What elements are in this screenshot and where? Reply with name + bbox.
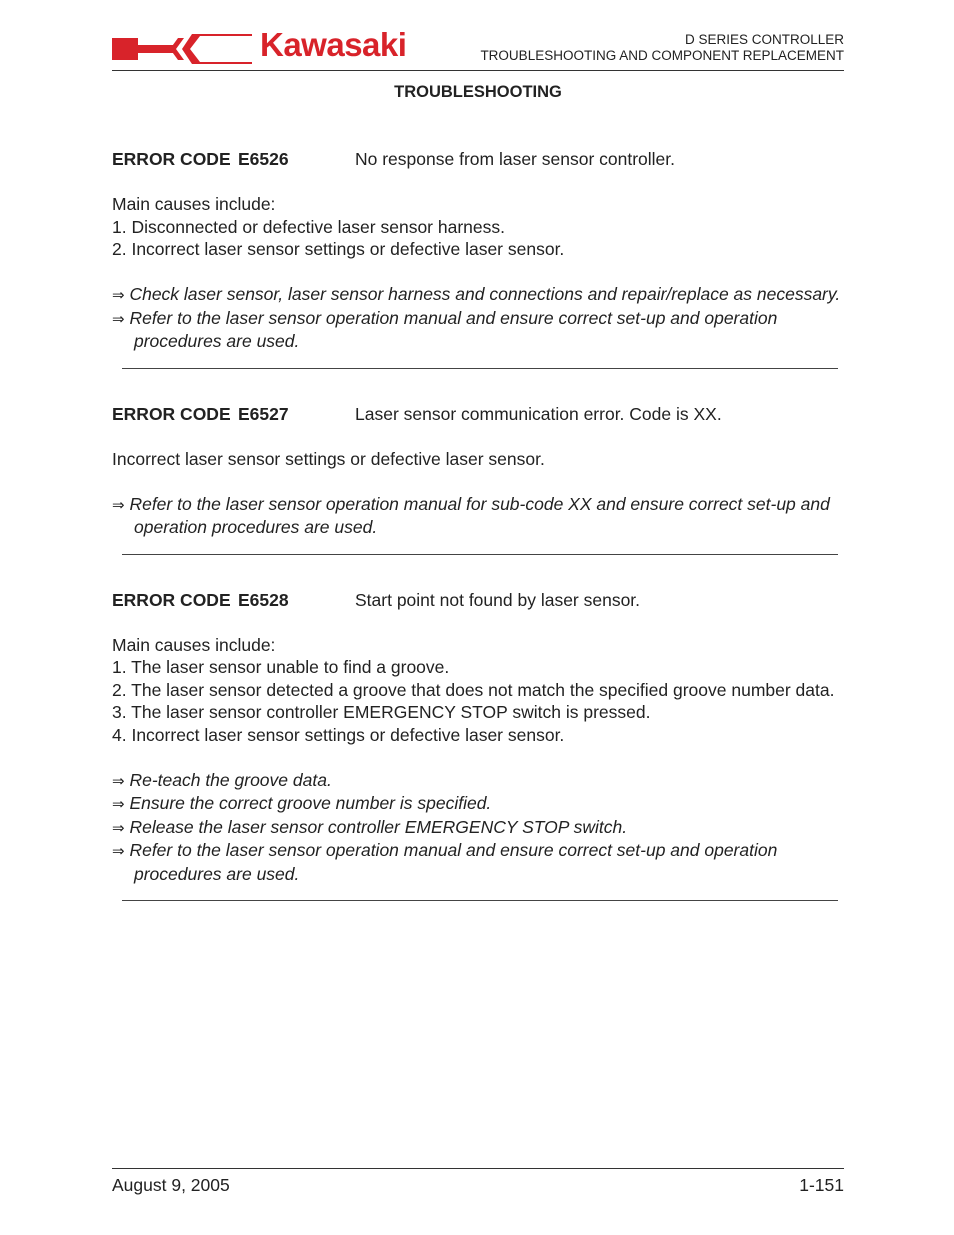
action-item	[112, 839, 847, 885]
error-section-e6527	[112, 403, 847, 555]
action-item	[112, 307, 847, 353]
action-text: Refer to the laser sensor operation manual for sub-code XX and ensure correct set-up and operation procedures are used.	[129, 493, 830, 537]
cause-item: 1. Disconnected or defective laser sensor harness.	[112, 216, 505, 237]
document-body	[112, 148, 847, 901]
cause-item: 2. Incorrect laser sensor settings or defective laser sensor.	[112, 239, 565, 259]
action-item	[112, 493, 847, 539]
action-text: Ensure the correct groove number is specified.	[129, 793, 492, 813]
header-series: D SERIES CONTROLLER	[684, 32, 844, 47]
action-text: Check laser sensor, laser sensor harness and connections and repair/replace as necessary.	[129, 284, 841, 304]
error-section-e6526	[112, 148, 847, 369]
page-number: 1-151	[799, 1175, 844, 1195]
arrow-icon: ⇒	[112, 842, 125, 860]
cause-item: 4. Incorrect laser sensor settings or defective laser sensor.	[112, 724, 565, 745]
action-item	[112, 816, 847, 840]
section-divider	[122, 900, 838, 901]
error-code: E6527	[238, 403, 289, 424]
error-section-e6528	[112, 589, 847, 902]
error-description: Laser sensor communication error. Code is XX.	[355, 403, 722, 424]
logo-wordmark: Kawasaki	[260, 26, 407, 63]
error-heading	[112, 148, 847, 171]
error-description: Start point not found by laser sensor.	[355, 589, 641, 610]
action-text: Re-teach the groove data.	[129, 769, 332, 790]
error-description: No response from laser sensor controller.	[355, 149, 675, 169]
action-item	[112, 769, 847, 793]
cause-item: 1. The laser sensor unable to find a groove.	[112, 657, 450, 677]
page-title: TROUBLESHOOTING	[394, 83, 562, 101]
document-header	[480, 32, 844, 64]
error-code-label: ERROR CODE	[112, 149, 231, 169]
error-code-label: ERROR CODE	[112, 403, 231, 424]
action-item	[112, 792, 847, 816]
arrow-icon: ⇒	[112, 818, 125, 837]
arrow-icon: ⇒	[112, 795, 125, 813]
kawasaki-logo	[112, 26, 407, 64]
action-item	[112, 283, 847, 307]
error-heading	[112, 403, 847, 426]
arrow-icon: ⇒	[112, 286, 125, 304]
cause-item: 2. The laser sensor detected a groove that does not match the specified groove number data.	[112, 679, 835, 700]
header-chapter: TROUBLESHOOTING AND COMPONENT REPLACEMENT	[480, 48, 844, 63]
footer-divider	[112, 1168, 844, 1169]
arrow-icon: ⇒	[112, 771, 125, 790]
action-text: Refer to the laser sensor operation manual and ensure correct set-up and operation procedures are used.	[129, 840, 778, 884]
error-code: E6528	[238, 589, 289, 610]
causes-intro: Main causes include:	[112, 194, 276, 214]
causes-intro: Main causes include:	[112, 634, 276, 655]
error-code-label: ERROR CODE	[112, 589, 231, 610]
arrow-icon: ⇒	[112, 309, 125, 328]
causes-intro: Incorrect laser sensor settings or defective laser sensor.	[112, 448, 545, 469]
error-heading	[112, 589, 847, 612]
arrow-icon: ⇒	[112, 495, 125, 514]
kawasaki-emblem-icon	[112, 32, 252, 66]
footer-date: August 9, 2005	[112, 1175, 230, 1195]
header-divider	[112, 70, 844, 71]
action-text: Refer to the laser sensor operation manual and ensure correct set-up and operation procedures are used.	[129, 307, 778, 351]
action-text: Release the laser sensor controller EMERGENCY STOP switch.	[129, 816, 628, 837]
cause-item: 3. The laser sensor controller EMERGENCY STOP switch is pressed.	[112, 702, 651, 722]
error-code: E6526	[238, 149, 289, 169]
